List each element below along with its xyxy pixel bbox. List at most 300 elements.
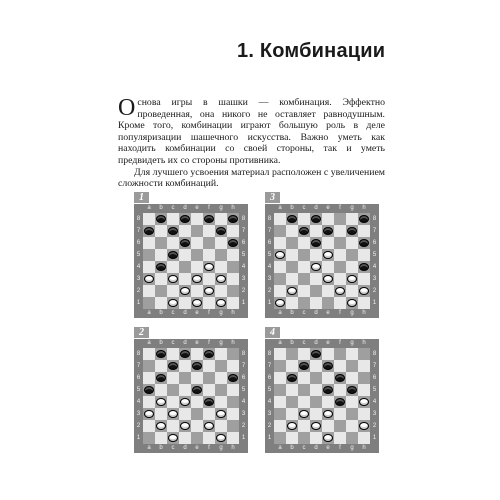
diagram-3 — [265, 187, 379, 316]
square-a1 — [143, 432, 155, 444]
rank-label: 3 — [136, 411, 141, 417]
white-checker-e1 — [323, 434, 333, 442]
file-label: f — [339, 205, 341, 211]
white-checker-h2 — [359, 422, 369, 430]
square-b8 — [286, 348, 298, 360]
square-d4 — [179, 261, 191, 273]
square-f7 — [334, 360, 346, 372]
checkers-board — [265, 204, 379, 318]
file-label: f — [339, 445, 341, 451]
square-a8 — [274, 348, 286, 360]
rank-label: 7 — [136, 228, 141, 234]
square-h8 — [358, 348, 370, 360]
black-checker-f8 — [204, 215, 214, 223]
black-checker-b8 — [287, 215, 297, 223]
square-b3 — [286, 408, 298, 420]
square-d1 — [179, 297, 191, 309]
black-checker-h8 — [359, 215, 369, 223]
square-e7 — [191, 225, 203, 237]
square-d8 — [310, 213, 322, 225]
square-g6 — [215, 237, 227, 249]
square-e8 — [322, 348, 334, 360]
square-d3 — [310, 273, 322, 285]
chapter-title: 1. Комбинации — [237, 40, 386, 62]
black-checker-d8 — [311, 215, 321, 223]
square-c3 — [298, 273, 310, 285]
file-label: g — [219, 340, 223, 346]
square-g1 — [346, 432, 358, 444]
checkers-board — [265, 339, 379, 453]
square-c1 — [167, 432, 179, 444]
file-label: e — [195, 445, 199, 451]
square-d8 — [179, 213, 191, 225]
black-checker-h6 — [359, 239, 369, 247]
square-c1 — [298, 432, 310, 444]
square-d2 — [310, 285, 322, 297]
square-a1 — [143, 297, 155, 309]
square-e1 — [191, 432, 203, 444]
square-g2 — [346, 285, 358, 297]
square-d1 — [179, 432, 191, 444]
square-b4 — [286, 396, 298, 408]
rank-label: 6 — [267, 240, 272, 246]
square-b6 — [155, 237, 167, 249]
file-label: d — [314, 205, 318, 211]
square-f4 — [334, 396, 346, 408]
rank-label: 8 — [136, 351, 141, 357]
file-label: g — [350, 205, 354, 211]
board-grid — [143, 213, 239, 309]
rank-label: 2 — [136, 288, 141, 294]
file-label: e — [195, 205, 199, 211]
square-e6 — [322, 372, 334, 384]
square-c2 — [298, 420, 310, 432]
square-f2 — [203, 285, 215, 297]
square-h3 — [358, 408, 370, 420]
square-a3 — [143, 408, 155, 420]
white-checker-g3 — [347, 275, 357, 283]
black-checker-a5 — [144, 386, 154, 394]
rank-label: 6 — [241, 240, 246, 246]
rank-label: 4 — [136, 399, 141, 405]
square-h8 — [227, 348, 239, 360]
file-labels-bottom — [274, 309, 370, 318]
file-label: a — [278, 340, 282, 346]
square-c8 — [298, 348, 310, 360]
file-label: e — [326, 205, 330, 211]
square-h6 — [227, 372, 239, 384]
square-h3 — [227, 273, 239, 285]
file-label: a — [278, 205, 282, 211]
white-checker-h2 — [359, 287, 369, 295]
file-label: g — [350, 310, 354, 316]
file-label: h — [231, 310, 235, 316]
square-c6 — [298, 372, 310, 384]
file-label: f — [208, 445, 210, 451]
square-d5 — [179, 384, 191, 396]
rank-label: 2 — [136, 423, 141, 429]
square-f6 — [203, 237, 215, 249]
black-checker-c7 — [168, 227, 178, 235]
square-f2 — [203, 420, 215, 432]
square-e2 — [191, 285, 203, 297]
square-c6 — [167, 237, 179, 249]
rank-label: 4 — [267, 264, 272, 270]
square-a8 — [143, 213, 155, 225]
square-g1 — [215, 297, 227, 309]
rank-label: 2 — [372, 288, 377, 294]
file-label: h — [362, 445, 366, 451]
square-a8 — [143, 348, 155, 360]
square-e7 — [191, 360, 203, 372]
black-checker-e5 — [192, 386, 202, 394]
square-g5 — [215, 384, 227, 396]
rank-label: 3 — [372, 276, 377, 282]
square-c8 — [167, 213, 179, 225]
white-checker-d2 — [180, 287, 190, 295]
square-e7 — [322, 225, 334, 237]
square-g1 — [346, 297, 358, 309]
black-checker-c5 — [168, 251, 178, 259]
square-b8 — [155, 213, 167, 225]
square-b2 — [155, 285, 167, 297]
square-f4 — [203, 396, 215, 408]
file-label: g — [219, 205, 223, 211]
rank-label: 5 — [241, 252, 246, 258]
black-checker-b4 — [156, 263, 166, 271]
rank-label: 1 — [136, 435, 141, 441]
white-checker-a3 — [144, 275, 154, 283]
square-f6 — [203, 372, 215, 384]
square-g6 — [215, 372, 227, 384]
square-c7 — [167, 360, 179, 372]
intro-paragraph-1 — [118, 97, 385, 167]
square-f6 — [334, 372, 346, 384]
square-d2 — [179, 285, 191, 297]
black-checker-h6 — [228, 239, 238, 247]
square-h5 — [227, 384, 239, 396]
file-label: b — [159, 445, 163, 451]
rank-label: 5 — [241, 387, 246, 393]
white-checker-c3 — [168, 410, 178, 418]
square-a1 — [274, 432, 286, 444]
square-e1 — [322, 432, 334, 444]
file-label: d — [314, 310, 318, 316]
square-a3 — [274, 408, 286, 420]
square-c4 — [298, 396, 310, 408]
rank-label: 6 — [241, 375, 246, 381]
file-label: a — [147, 445, 151, 451]
black-checker-a7 — [144, 227, 154, 235]
black-checker-f4 — [335, 398, 345, 406]
square-e8 — [191, 348, 203, 360]
rank-label: 2 — [267, 423, 272, 429]
square-d3 — [310, 408, 322, 420]
square-c5 — [167, 249, 179, 261]
square-f5 — [334, 249, 346, 261]
black-checker-b6 — [156, 374, 166, 382]
black-checker-d8 — [180, 350, 190, 358]
white-checker-e3 — [192, 275, 202, 283]
square-g2 — [215, 285, 227, 297]
white-checker-f2 — [204, 287, 214, 295]
square-e2 — [322, 420, 334, 432]
file-label: c — [302, 340, 306, 346]
board-grid — [274, 348, 370, 444]
rank-label: 8 — [136, 216, 141, 222]
file-label: c — [302, 310, 306, 316]
square-b2 — [286, 420, 298, 432]
white-checker-f4 — [204, 263, 214, 271]
rank-label: 5 — [136, 252, 141, 258]
file-label: h — [231, 205, 235, 211]
square-d8 — [179, 348, 191, 360]
black-checker-b6 — [287, 374, 297, 382]
file-label: g — [219, 310, 223, 316]
rank-label: 1 — [241, 300, 246, 306]
rank-label: 5 — [372, 252, 377, 258]
square-e3 — [191, 273, 203, 285]
square-e5 — [322, 384, 334, 396]
rank-label: 7 — [136, 363, 141, 369]
square-e4 — [191, 396, 203, 408]
black-checker-h4 — [359, 263, 369, 271]
square-a6 — [274, 237, 286, 249]
square-f5 — [203, 249, 215, 261]
square-h7 — [358, 225, 370, 237]
square-d4 — [310, 261, 322, 273]
file-label: g — [350, 340, 354, 346]
file-label: h — [362, 310, 366, 316]
square-b3 — [155, 408, 167, 420]
rank-label: 3 — [267, 276, 272, 282]
diagram-number: 3 — [265, 192, 280, 203]
intro-paragraph-1-text: снова игры в шашки — комбинация. Эффектно проведенная, она никого не оставляет равнодушным. Кроме того, комбинации играют большую роль в деле популяризации шашечного искусства. Важно уметь как находить комбинации со своей стороны, так и уметь предвидеть их со стороны противника. — [118, 97, 385, 166]
square-h4 — [227, 261, 239, 273]
square-h6 — [358, 237, 370, 249]
square-d6 — [310, 237, 322, 249]
file-label: e — [195, 310, 199, 316]
file-label: b — [159, 205, 163, 211]
square-e4 — [322, 261, 334, 273]
black-checker-e7 — [323, 362, 333, 370]
file-label: c — [171, 445, 175, 451]
square-e6 — [191, 237, 203, 249]
square-c3 — [298, 408, 310, 420]
square-d4 — [310, 396, 322, 408]
diagram-number: 2 — [134, 327, 149, 338]
black-checker-g5 — [347, 386, 357, 394]
square-h2 — [358, 420, 370, 432]
square-e6 — [322, 237, 334, 249]
square-b6 — [286, 237, 298, 249]
square-c7 — [298, 360, 310, 372]
square-d3 — [179, 408, 191, 420]
file-label: b — [290, 445, 294, 451]
square-b4 — [155, 396, 167, 408]
file-label: h — [231, 445, 235, 451]
square-g2 — [346, 420, 358, 432]
square-h1 — [227, 297, 239, 309]
square-h6 — [358, 372, 370, 384]
black-checker-c7 — [299, 362, 309, 370]
square-a5 — [143, 384, 155, 396]
rank-label: 2 — [372, 423, 377, 429]
file-labels-bottom — [143, 309, 239, 318]
rank-label: 8 — [372, 351, 377, 357]
black-checker-h6 — [228, 374, 238, 382]
file-label: e — [326, 445, 330, 451]
rank-labels-left — [134, 348, 143, 444]
rank-labels-left — [265, 348, 274, 444]
square-g4 — [215, 261, 227, 273]
file-label: f — [339, 310, 341, 316]
square-c4 — [167, 396, 179, 408]
square-e6 — [191, 372, 203, 384]
file-label: g — [350, 445, 354, 451]
square-a5 — [143, 249, 155, 261]
square-d8 — [310, 348, 322, 360]
square-f8 — [334, 348, 346, 360]
square-g7 — [215, 225, 227, 237]
square-c1 — [167, 297, 179, 309]
rank-label: 7 — [267, 363, 272, 369]
file-label: b — [159, 310, 163, 316]
file-label: e — [326, 340, 330, 346]
rank-label: 1 — [241, 435, 246, 441]
square-h4 — [358, 261, 370, 273]
rank-label: 4 — [136, 264, 141, 270]
square-g4 — [215, 396, 227, 408]
square-h4 — [358, 396, 370, 408]
square-h1 — [227, 432, 239, 444]
square-a6 — [274, 372, 286, 384]
rank-label: 3 — [267, 411, 272, 417]
square-c3 — [167, 273, 179, 285]
square-d1 — [310, 432, 322, 444]
white-checker-e3 — [323, 410, 333, 418]
square-f8 — [334, 213, 346, 225]
square-g8 — [346, 348, 358, 360]
square-c4 — [167, 261, 179, 273]
square-e3 — [322, 408, 334, 420]
square-f2 — [334, 285, 346, 297]
rank-label: 5 — [267, 387, 272, 393]
square-c8 — [167, 348, 179, 360]
white-checker-b2 — [287, 422, 297, 430]
square-b5 — [286, 384, 298, 396]
square-f2 — [334, 420, 346, 432]
square-g8 — [346, 213, 358, 225]
square-e7 — [322, 360, 334, 372]
square-b1 — [155, 297, 167, 309]
rank-labels-right — [239, 213, 248, 309]
square-b2 — [155, 420, 167, 432]
square-c8 — [298, 213, 310, 225]
square-e5 — [191, 249, 203, 261]
square-h3 — [227, 408, 239, 420]
rank-label: 6 — [372, 240, 377, 246]
rank-label: 8 — [241, 351, 246, 357]
black-checker-d6 — [180, 239, 190, 247]
file-label: d — [183, 310, 187, 316]
white-checker-g1 — [216, 434, 226, 442]
square-g5 — [215, 249, 227, 261]
square-f8 — [203, 348, 215, 360]
intro-text — [118, 97, 385, 190]
white-checker-g1 — [347, 299, 357, 307]
checkers-board — [134, 339, 248, 453]
square-a7 — [143, 225, 155, 237]
black-checker-c7 — [168, 362, 178, 370]
square-b5 — [155, 249, 167, 261]
square-c7 — [298, 225, 310, 237]
square-g4 — [346, 261, 358, 273]
file-label: e — [195, 340, 199, 346]
square-b1 — [155, 432, 167, 444]
white-checker-g3 — [216, 275, 226, 283]
file-label: h — [362, 205, 366, 211]
square-c1 — [298, 297, 310, 309]
black-checker-e5 — [323, 386, 333, 394]
square-f7 — [203, 225, 215, 237]
white-checker-c3 — [299, 410, 309, 418]
square-b7 — [155, 360, 167, 372]
square-a6 — [143, 237, 155, 249]
white-checker-b2 — [287, 287, 297, 295]
rank-labels-right — [239, 348, 248, 444]
file-label: b — [290, 340, 294, 346]
file-label: a — [147, 205, 151, 211]
file-labels-bottom — [274, 444, 370, 453]
black-checker-e7 — [323, 227, 333, 235]
rank-labels-right — [370, 213, 379, 309]
white-checker-e3 — [323, 275, 333, 283]
file-label: h — [231, 340, 235, 346]
square-h2 — [227, 285, 239, 297]
square-g6 — [346, 237, 358, 249]
square-d7 — [310, 360, 322, 372]
square-d7 — [310, 225, 322, 237]
square-a3 — [143, 273, 155, 285]
file-label: d — [314, 340, 318, 346]
black-checker-b8 — [156, 215, 166, 223]
white-checker-b2 — [156, 422, 166, 430]
rank-label: 6 — [372, 375, 377, 381]
file-label: b — [159, 340, 163, 346]
square-b7 — [286, 225, 298, 237]
white-checker-e5 — [323, 251, 333, 259]
square-h8 — [227, 213, 239, 225]
square-a2 — [274, 420, 286, 432]
intro-paragraph-2: Для лучшего усвоения материал расположен с увеличением сложности комбинаций. — [118, 166, 385, 190]
black-checker-d8 — [180, 215, 190, 223]
rank-label: 4 — [372, 264, 377, 270]
square-c2 — [298, 285, 310, 297]
white-checker-d4 — [180, 398, 190, 406]
file-label: c — [171, 340, 175, 346]
black-checker-f6 — [335, 374, 345, 382]
square-f1 — [334, 432, 346, 444]
square-d4 — [179, 396, 191, 408]
square-h2 — [358, 285, 370, 297]
rank-label: 1 — [267, 300, 272, 306]
square-a1 — [274, 297, 286, 309]
diagram-4 — [265, 322, 379, 451]
square-b5 — [155, 384, 167, 396]
white-checker-f2 — [204, 422, 214, 430]
white-checker-a5 — [275, 251, 285, 259]
